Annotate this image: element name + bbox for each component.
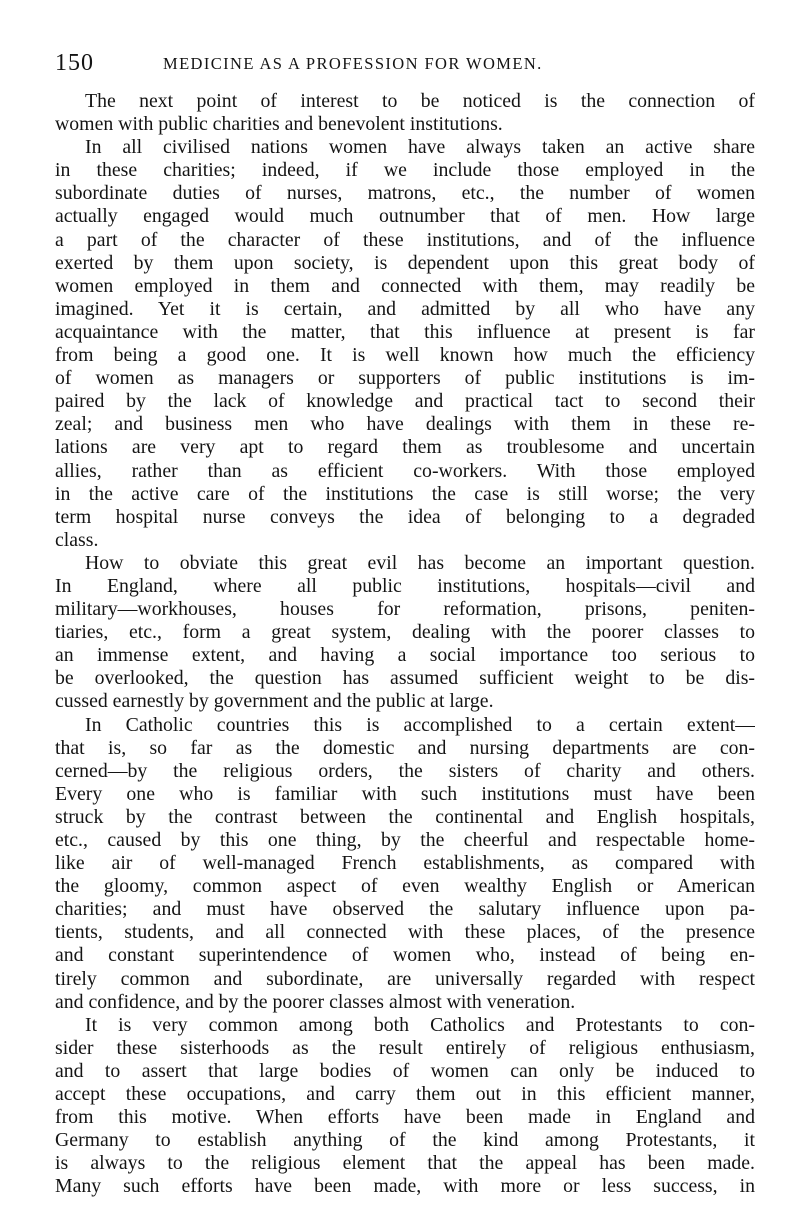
text-line: in the active care of the institutions the case is still worse; the very bbox=[55, 482, 755, 505]
running-head bbox=[55, 48, 755, 78]
text-line: The next point of interest to be noticed is the connection of bbox=[85, 90, 755, 112]
text-line: In all civilised nations women have always taken an active share bbox=[85, 136, 755, 159]
text-line: women employed in them and connected with them, may readily be bbox=[55, 274, 755, 297]
text-line: acquaintance with the matter, that this influence at present is far bbox=[55, 320, 755, 343]
text-line: from this motive. When efforts have been made in England and bbox=[55, 1106, 755, 1129]
text-line: and to assert that large bodies of women can only be induced to bbox=[55, 1059, 755, 1082]
text-line: and confidence, and by the poorer classes almost with veneration. bbox=[55, 990, 576, 1013]
text-line: term hospital nurse conveys the idea of belonging to a degraded bbox=[55, 505, 755, 528]
text-line: exerted by them upon society, is dependent upon this great body of bbox=[55, 251, 755, 274]
text-line: allies, rather than as efficient co-workers. With those employed bbox=[55, 459, 755, 482]
text-line: etc., caused by this one thing, by the cheerful and respectable home- bbox=[55, 829, 755, 851]
text-line: that is, so far as the domestic and nursing departments are con- bbox=[55, 736, 755, 759]
text-line: In Catholic countries this is accomplished to a certain extent— bbox=[85, 713, 755, 736]
text-line: tirely common and subordinate, are universally regarded with respect bbox=[55, 967, 755, 990]
text-line: sider these sisterhoods as the result entirely of religious enthusiasm, bbox=[55, 1036, 755, 1059]
text-line: It is very common among both Catholics and Protestants to con- bbox=[85, 1013, 755, 1036]
text-line: How to obviate this great evil has become an important question. bbox=[85, 551, 755, 574]
text-line: paired by the lack of knowledge and practical tact to second their bbox=[55, 390, 755, 413]
text-line: class. bbox=[55, 528, 99, 551]
text-line: charities; and must have observed the salutary influence upon pa- bbox=[55, 898, 755, 921]
text-line: lations are very apt to regard them as troublesome and uncertain bbox=[55, 436, 755, 459]
text-line: of women as managers or supporters of public institutions is im- bbox=[55, 367, 755, 390]
text-line: in these charities; indeed, if we include those employed in the bbox=[55, 159, 755, 182]
text-line: the gloomy, common aspect of even wealthy English or American bbox=[55, 875, 755, 898]
text-line: Many such efforts have been made, with more or less success, in bbox=[55, 1175, 755, 1198]
text-line: from being a good one. It is well known how much the efficiency bbox=[55, 344, 755, 367]
text-line: actually engaged would much outnumber that of men. How large bbox=[55, 205, 755, 228]
text-line: tients, students, and all connected with these places, of the presence bbox=[55, 921, 755, 944]
page-number: 150 bbox=[55, 50, 94, 76]
text-line: cussed earnestly by government and the public at large. bbox=[55, 690, 494, 713]
text-line: is always to the religious element that the appeal has been made. bbox=[55, 1152, 755, 1175]
text-line: a part of the character of these institutions, and of the influence bbox=[55, 228, 755, 251]
text-line: Germany to establish anything of the kind among Protestants, it bbox=[55, 1129, 755, 1152]
text-line: be overlooked, the question has assumed sufficient weight to be dis- bbox=[55, 667, 755, 690]
text-line: cerned—by the religious orders, the sisters of charity and others. bbox=[55, 759, 755, 782]
running-title: MEDICINE AS A PROFESSION FOR WOMEN. bbox=[163, 54, 543, 73]
text-line: military—workhouses, houses for reformation, prisons, peniten- bbox=[55, 598, 755, 621]
text-line: accept these occupations, and carry them out in this efficient manner, bbox=[55, 1083, 755, 1106]
text-line: imagined. Yet it is certain, and admitted by all who have any bbox=[55, 297, 755, 320]
text-line: tiaries, etc., form a great system, dealing with the poorer classes to bbox=[55, 621, 755, 644]
text-line: subordinate duties of nurses, matrons, etc., the number of women bbox=[55, 182, 755, 205]
text-line: and constant superintendence of women who, instead of being en- bbox=[55, 944, 755, 967]
text-line: In England, where all public institutions, hospitals—civil and bbox=[55, 574, 755, 597]
text-line: Every one who is familiar with such institutions must have been bbox=[55, 782, 755, 805]
text-line: struck by the contrast between the continental and English hospitals, bbox=[55, 805, 755, 828]
text-line: zeal; and business men who have dealings with them in these re- bbox=[55, 413, 755, 436]
text-line: like air of well-managed French establishments, as compared with bbox=[55, 852, 755, 875]
body-text bbox=[55, 90, 755, 1199]
text-line: an immense extent, and having a social importance too serious to bbox=[55, 644, 755, 667]
text-line: women with public charities and benevolent institutions. bbox=[55, 113, 503, 136]
